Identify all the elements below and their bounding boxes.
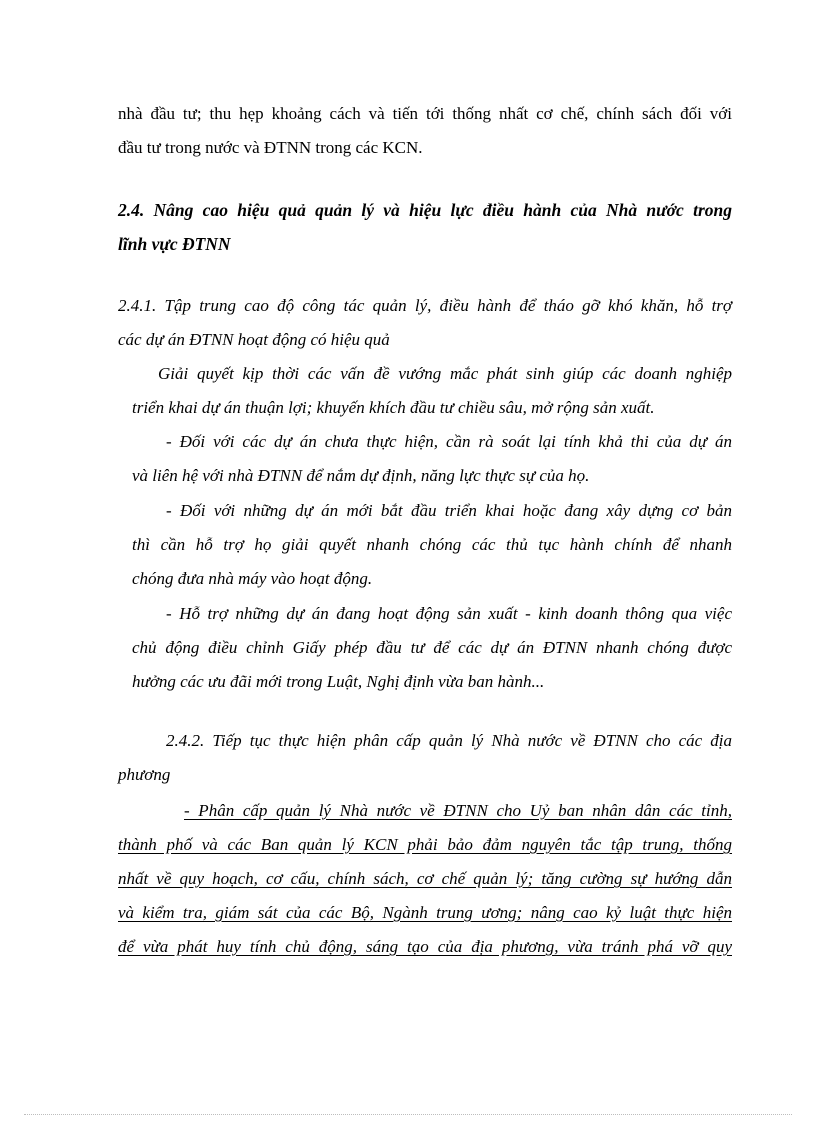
text-line: - Đối với các dự án chưa thực hiện, cần rà soát lại tính khả thi của dự án [166,432,732,451]
heading-line: 2.4.2. Tiếp tục thực hiện phân cấp quản lý Nhà nước về ĐTNN cho các địa [166,731,732,750]
heading-line: lĩnh vực ĐTNN [118,234,231,254]
paragraph-new-projects [118,494,732,596]
text-line: - Hỗ trợ những dự án đang hoạt động sản xuất - kinh doanh thông qua việc [166,604,732,623]
text-line: thành phố và các Ban quản lý KCN phải bảo đảm nguyên tắc tập trung, thống [118,835,732,854]
subsection-heading-2-4-2 [118,724,732,792]
paragraph-operating-projects [118,597,732,699]
text-line: triển khai dự án thuận lợi; khuyến khích đầu tư chiều sâu, mở rộng sản xuất. [132,398,655,417]
paragraph-resolve-issues [118,357,732,425]
text-line: đầu tư trong nước và ĐTNN trong các KCN. [118,138,423,157]
text-line: và liên hệ với nhà ĐTNN để nắm dự định, năng lực thực sự của họ. [132,466,590,485]
paragraph-decentralization [118,794,732,964]
text-line: và kiểm tra, giám sát của các Bộ, Ngành trung ương; nâng cao kỷ luật thực hiện [118,903,732,922]
text-line: nhất về quy hoạch, cơ cấu, chính sách, cơ chế quản lý; tăng cường sự hướng dẫn [118,869,732,888]
subsection-heading-2-4-1 [118,289,732,357]
text-line: hưởng các ưu đãi mới trong Luật, Nghị định vừa ban hành... [132,672,545,691]
heading-line: 2.4.1. Tập trung cao độ công tác quản lý, điều hành để tháo gỡ khó khăn, hỗ trợ [118,296,732,315]
paragraph-intro [118,97,732,165]
page-bottom-divider [24,1114,792,1115]
text-line: - Đối với những dự án mới bắt đầu triển khai hoặc đang xây dựng cơ bản [166,501,732,520]
heading-line: phương [118,765,171,784]
section-heading-2-4 [118,193,732,261]
heading-line: 2.4. Nâng cao hiệu quả quản lý và hiệu lực điều hành của Nhà nước trong [118,200,732,220]
text-line: thì cần hỗ trợ họ giải quyết nhanh chóng các thủ tục hành chính để nhanh [132,535,732,554]
text-line: - Phân cấp quản lý Nhà nước về ĐTNN cho Uỷ ban nhân dân các tỉnh, [184,801,732,820]
text-line: chóng đưa nhà máy vào hoạt động. [132,569,373,588]
text-line: Giải quyết kịp thời các vấn đề vướng mắc phát sinh giúp các doanh nghiệp [158,364,732,383]
text-line: chủ động điều chỉnh Giấy phép đầu tư để các dự án ĐTNN nhanh chóng được [132,638,732,657]
heading-line: các dự án ĐTNN hoạt động có hiệu quả [118,330,390,349]
text-line: để vừa phát huy tính chủ động, sáng tạo của địa phương, vừa tránh phá vỡ quy [118,937,732,956]
text-line: nhà đầu tư; thu hẹp khoảng cách và tiến tới thống nhất cơ chế, chính sách đối với [118,104,732,123]
paragraph-unimplemented-projects [118,425,732,493]
